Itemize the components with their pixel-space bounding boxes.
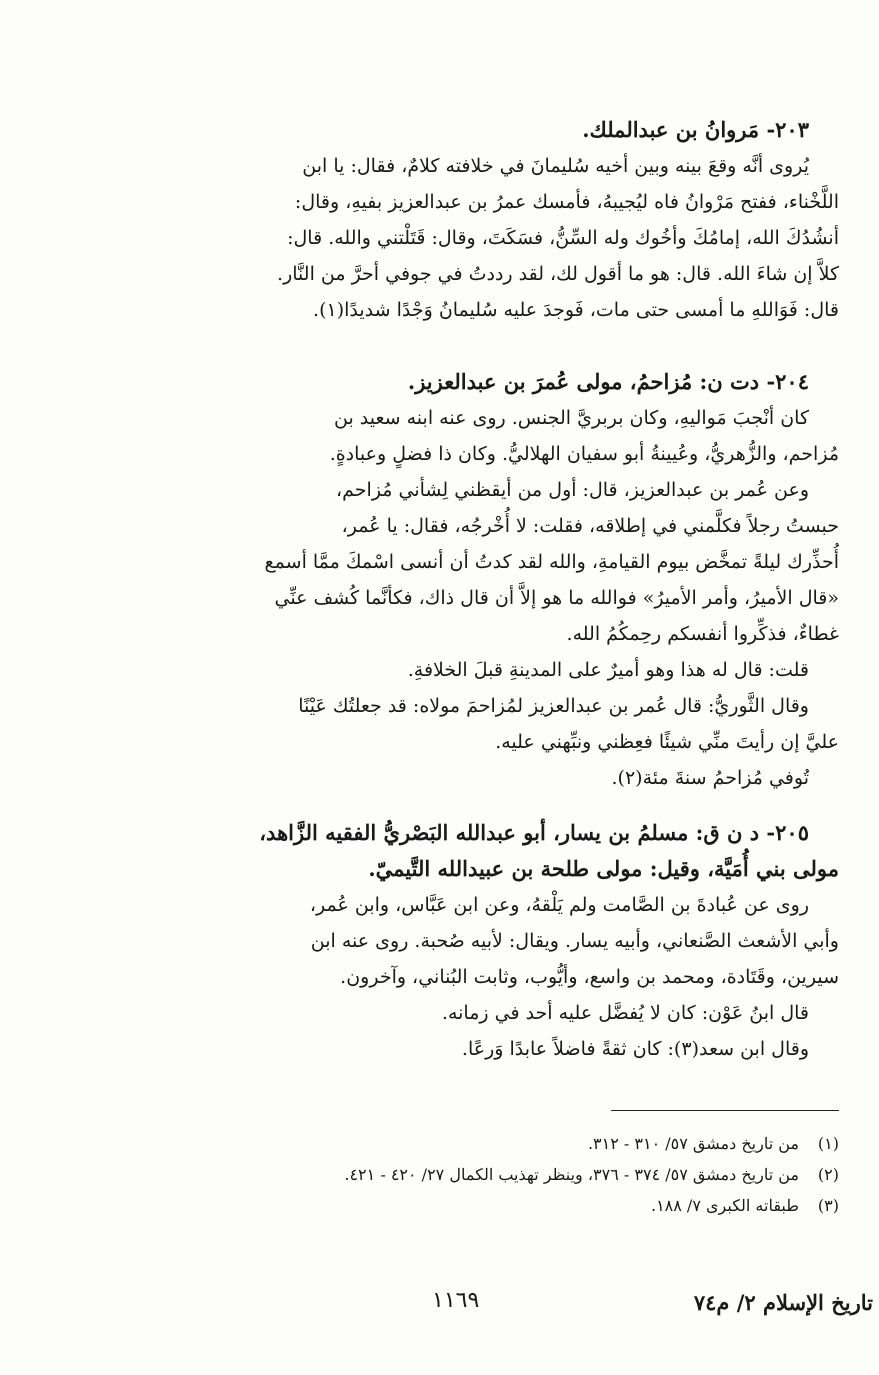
entry-205 — [39, 815, 839, 1067]
entry-heading: ٢٠٤- دت ن: مُزاحمُ، مولى عُمرَ بن عبدالعزيز. — [407, 369, 809, 394]
text-line: يُروى أنَّه وقعَ بينه وبين أخيه سُليمانَ في خلافته كلامٌ، فقال: يا ابن — [302, 155, 809, 177]
text-line: وقال ابن سعد(٣): كان ثقةً فاضلاً عابدًا وَرعًا. — [461, 1038, 809, 1060]
text-line: قال ابنُ عَوْن: كان لا يُفضَّل عليه أحد في زمانه. — [441, 1002, 809, 1024]
text-line: اللَّخْناء، ففتح مَرْوانُ فاه ليُجيبهُ، فأمسك عمرُ بن عبدالعزيز بفيهِ، وقال: — [294, 191, 839, 213]
footnote-number: (١) — [817, 1134, 839, 1153]
footnote — [39, 1159, 839, 1190]
text-line: كان أنْجبَ مَواليهِ، وكان بربريَّ الجنس. روى عنه ابنه سعيد بن — [334, 407, 809, 429]
text-line: حبستُ رجلاً فكلَّمني في إطلاقه، فقلت: لا أُخْرجُه، فقال: يا عُمر، — [341, 515, 839, 537]
text-line: أُحذِّرك ليلةً تمخَّض بيوم القيامةِ، والله لقد كدتُ أن أنسى اسْمكَ ممَّا أسمع — [264, 551, 839, 573]
footnotes — [39, 1128, 839, 1221]
text-line: روى عن عُبادةَ بن الصَّامت ولم يَلْقهُ، وعن ابن عَبَّاس، وابن عُمر، — [309, 894, 809, 916]
text-line: كلاَّ إن شاءَ الله. قال: هو ما أقول لك، لقد رددتُ في جوفي أحرَّ من النَّار. — [277, 263, 839, 285]
entry-203 — [39, 112, 839, 328]
text-line: سيرين، وقَتَادة، ومحمد بن واسع، وأيُّوب، وثابت البُناني، وآخرون. — [340, 966, 839, 988]
footnote-text: طبقاته الكبرى ٧/ ١٨٨. — [650, 1196, 799, 1215]
text-line: تُوفي مُزاحمُ سنةَ مئة(٢). — [611, 767, 809, 789]
footnote-number: (٢) — [817, 1165, 839, 1184]
entry-heading: ٢٠٣- مَروانُ بن عبدالملك. — [582, 117, 809, 142]
text-line: عليَّ إن رأيتَ منِّي شيئًا فعِظني ونبِّهني عليه. — [495, 731, 839, 753]
footnote-text: من تاريخ دمشق ٥٧/ ٣٧٤ - ٣٧٦، وينظر تهذيب الكمال ٢٧/ ٤٢٠ - ٤٢١. — [344, 1165, 799, 1184]
text-line: غطاءٌ، فذكِّروا أنفسكم رحِمكُمُ الله. — [566, 623, 839, 645]
entry-heading: ٢٠٥- د ن ق: مسلمُ بن يسار، أبو عبدالله البَصْريُّ الفقيه الزَّاهد، — [259, 820, 809, 845]
page-number: ١١٦٩ — [432, 1288, 480, 1313]
footnote — [39, 1128, 839, 1159]
text-line: وأبي الأشعث الصَّنعاني، وأبيه يسار. ويقال: لأبيه صُحبة. روى عنه ابن — [310, 930, 839, 952]
footnote-divider — [611, 1110, 839, 1111]
running-title: تاريخ الإسلام ٢/ م٧٤ — [693, 1290, 873, 1315]
footnote-text: من تاريخ دمشق ٥٧/ ٣١٠ - ٣١٢. — [587, 1134, 799, 1153]
text-line: قال: فَوَاللهِ ما أمسى حتى مات، فَوجدَ عليه سُليمانُ وَجْدًا شديدًا(١). — [313, 299, 839, 321]
entry-204 — [39, 364, 839, 796]
text-line: قلت: قال له هذا وهو أميرٌ على المدينةِ قبلَ الخلافةِ. — [407, 659, 809, 681]
footnote-number: (٣) — [817, 1196, 839, 1215]
text-line: مُزاحم، والزُّهريُّ، وعُيينةُ أبو سفيان الهلاليُّ. وكان ذا فضلٍ وعبادةٍ. — [329, 443, 839, 465]
footnote — [39, 1190, 839, 1221]
text-line: «قال الأميرُ، وأمر الأميرُ» فوالله ما هو إلاَّ أن قال ذاك، فكأنَّما كُشف عنِّي — [274, 587, 839, 609]
text-line: وقال الثَّوريُّ: قال عُمر بن عبدالعزيز لمُزاحمَ مولاه: قد جعلتُك عَيْنًا — [298, 695, 809, 717]
entry-heading-cont: مولى بني أُمَيَّة، وقيل: مولى طلحة بن عبيدالله التَّيميّ. — [368, 856, 839, 881]
text-line: وعن عُمر بن عبدالعزيز، قال: أول من أيقظني لِشأني مُزاحم، — [336, 479, 809, 501]
text-line: أنشُدُكَ الله، إمامُكَ وأخُوك وله السِّنُّ، فسَكَتَ، وقال: قَتَلْتني والله. قال: — [287, 227, 839, 249]
